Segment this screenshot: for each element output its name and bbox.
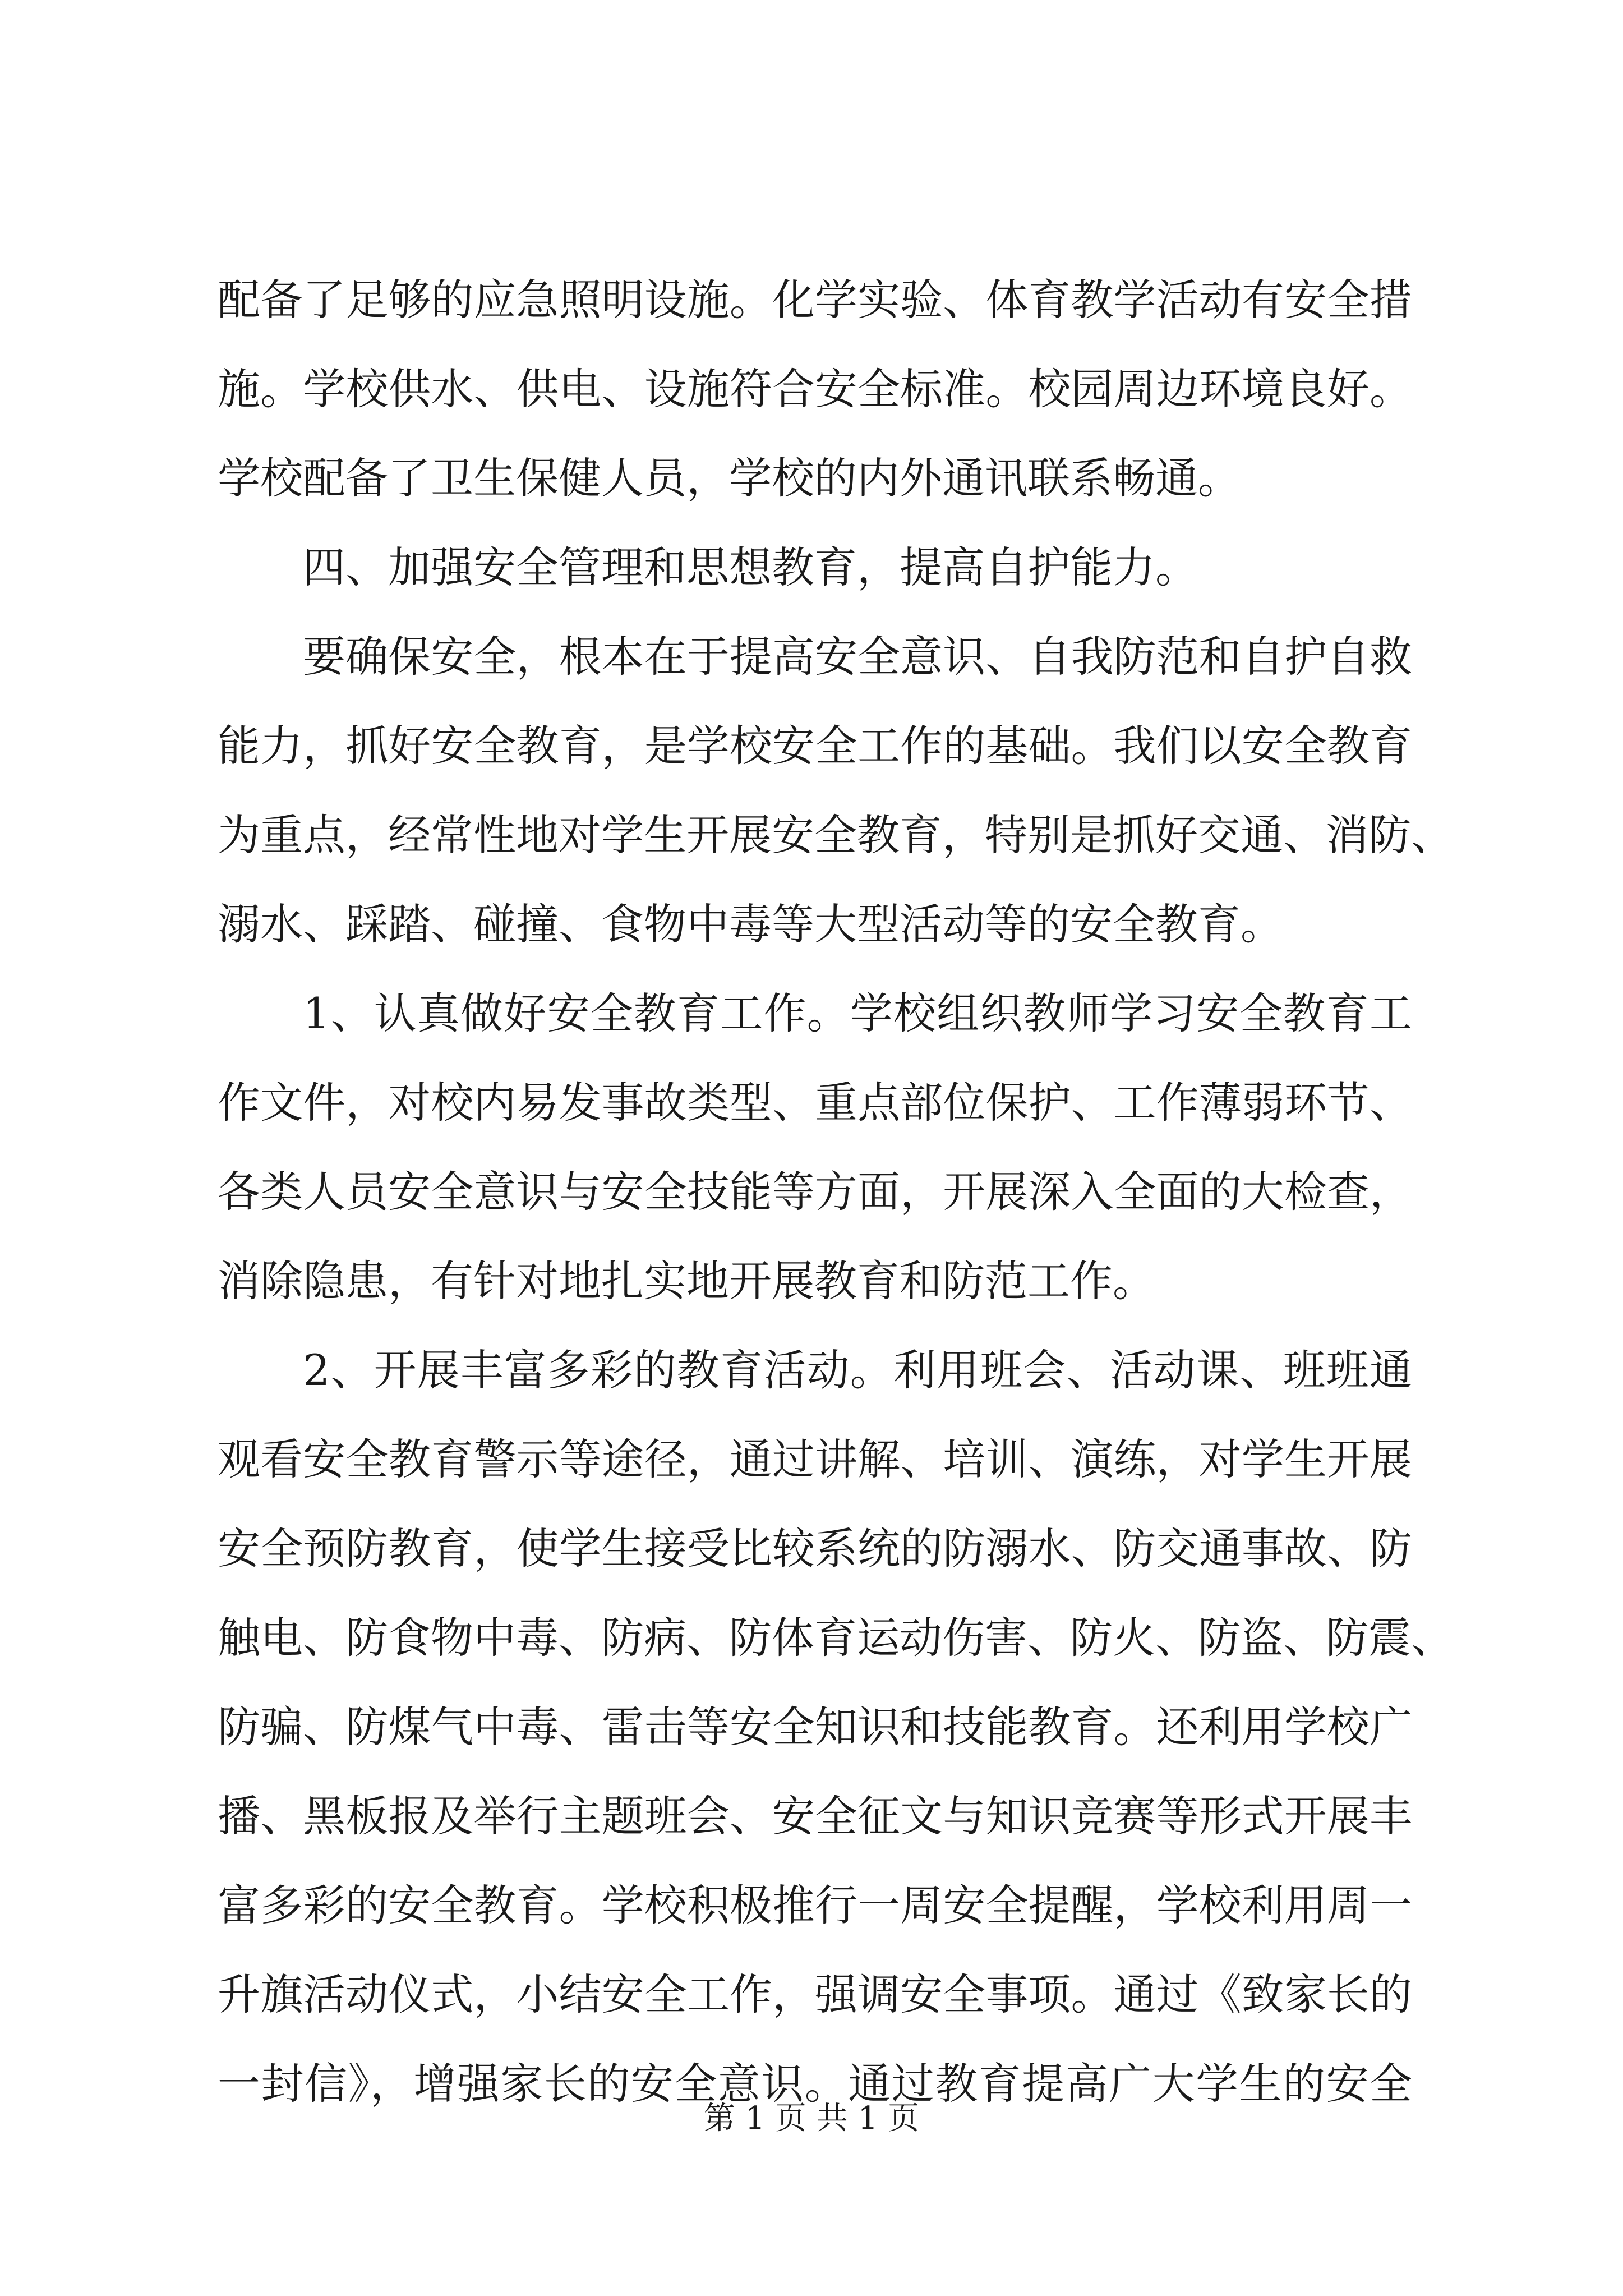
text-line: 学校配备了卫生保健人员，学校的内外通讯联系畅通。 xyxy=(218,453,1241,503)
text-line: 2、开展丰富多彩的教育活动。利用班会、活动课、班班通 xyxy=(303,1345,1412,1395)
text-line: 播、黑板报及举行主题班会、安全征文与知识竞赛等形式开展丰 xyxy=(218,1791,1412,1841)
text-line: 配备了足够的应急照明设施。化学实验、体育教学活动有安全措 xyxy=(218,275,1412,325)
text-line: 为重点，经常性地对学生开展安全教育，特别是抓好交通、消防、 xyxy=(218,810,1454,860)
text-line: 触电、防食物中毒、防病、防体育运动伤害、防火、防盗、防震、 xyxy=(218,1613,1454,1663)
text-line: 观看安全教育警示等途径，通过讲解、培训、演练，对学生开展 xyxy=(218,1434,1412,1484)
text-line: 溺水、踩踏、碰撞、食物中毒等大型活动等的安全教育。 xyxy=(218,899,1283,949)
text-line: 施。学校供水、供电、设施符合安全标准。校园周边环境良好。 xyxy=(218,364,1412,414)
text-line: 1、认真做好安全教育工作。学校组织教师学习安全教育工 xyxy=(303,988,1412,1038)
text-line: 作文件，对校内易发事故类型、重点部位保护、工作薄弱环节、 xyxy=(218,1078,1412,1128)
text-line: 四、加强安全管理和思想教育，提高自护能力。 xyxy=(303,542,1198,592)
text-line: 各类人员安全意识与安全技能等方面，开展深入全面的大检查， xyxy=(218,1167,1412,1217)
text-line: 升旗活动仪式，小结安全工作，强调安全事项。通过《致家长的 xyxy=(218,1970,1412,2019)
document-body xyxy=(218,255,1454,2128)
text-line: 防骗、防煤气中毒、雷击等安全知识和技能教育。还利用学校广 xyxy=(218,1702,1412,1752)
text-line: 能力，抓好安全教育，是学校安全工作的基础。我们以安全教育 xyxy=(218,721,1412,771)
text-line: 要确保安全，根本在于提高安全意识、自我防范和自护自救 xyxy=(303,632,1412,682)
text-line: 消除隐患，有针对地扎实地开展教育和防范工作。 xyxy=(218,1256,1155,1306)
text-line: 富多彩的安全教育。学校积极推行一周安全提醒，学校利用周一 xyxy=(218,1880,1412,1930)
text-line: 安全预防教育，使学生接受比较系统的防溺水、防交通事故、防 xyxy=(218,1524,1412,1573)
page-footer: 第 1 页 共 1 页 xyxy=(703,2100,920,2137)
text-line: 一封信》，增强家长的安全意识。通过教育提高广大学生的安全 xyxy=(218,2059,1412,2109)
